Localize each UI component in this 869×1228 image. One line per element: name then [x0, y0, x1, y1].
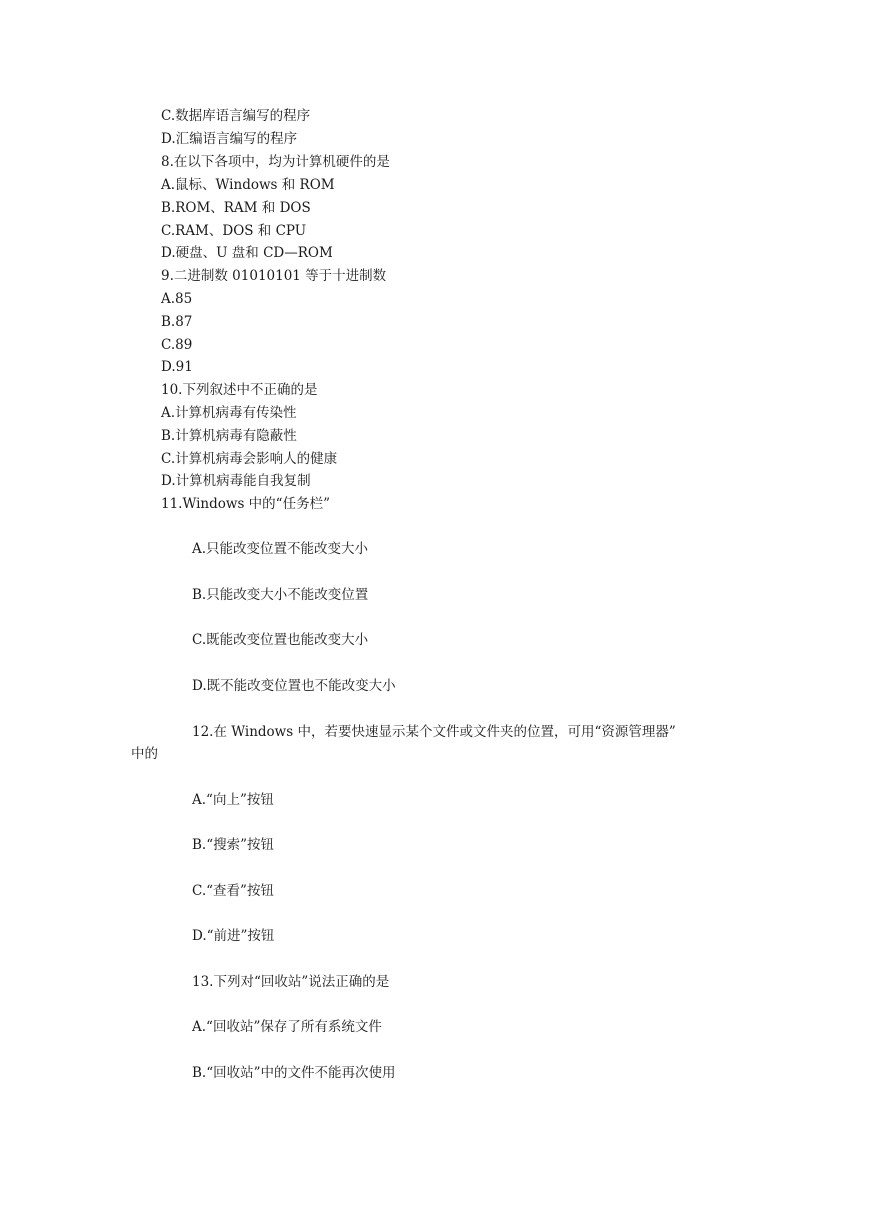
q11-question: 11.Windows 中的“任务栏” [161, 496, 330, 512]
q7-option-d: D.汇编语言编写的程序 [161, 131, 298, 147]
q10-option-a: A.计算机病毒有传染性 [161, 405, 297, 421]
q12-question-line1: 12.在 Windows 中，若要快速显示某个文件或文件夹的位置，可用“资源管理器” [192, 724, 676, 740]
q8-option-b: B.ROM、RAM 和 DOS [161, 200, 311, 216]
q8-question: 8.在以下各项中，均为计算机硬件的是 [161, 154, 390, 170]
q8-option-d: D.硬盘、U 盘和 CD—ROM [161, 245, 333, 261]
q11-option-b: B.只能改变大小不能改变位置 [192, 587, 369, 603]
q9-option-c: C.89 [161, 337, 193, 353]
q10-option-b: B.计算机病毒有隐蔽性 [161, 428, 297, 444]
q10-question: 10.下列叙述中不正确的是 [161, 382, 318, 398]
q11-option-d: D.既不能改变位置也不能改变大小 [192, 678, 396, 694]
q13-question: 13.下列对“回收站”说法正确的是 [192, 974, 390, 990]
q8-option-c: C.RAM、DOS 和 CPU [161, 223, 307, 239]
q12-option-d: D.“前进”按钮 [192, 928, 275, 944]
q13-option-a: A.“回收站”保存了所有系统文件 [192, 1019, 382, 1035]
q12-option-b: B.“搜索”按钮 [192, 837, 275, 853]
q7-option-c: C.数据库语言编写的程序 [161, 108, 311, 124]
q8-option-a: A.鼠标、Windows 和 ROM [161, 177, 335, 193]
q12-option-a: A.“向上”按钮 [192, 792, 274, 808]
q12-option-c: C.“查看”按钮 [192, 883, 274, 899]
q12-question-line2: 中的 [131, 746, 158, 762]
q11-option-a: A.只能改变位置不能改变大小 [192, 541, 369, 557]
q10-option-c: C.计算机病毒会影响人的健康 [161, 451, 338, 467]
q13-option-b: B.“回收站”中的文件不能再次使用 [192, 1065, 396, 1081]
q10-option-d: D.计算机病毒能自我复制 [161, 473, 311, 489]
q11-option-c: C.既能改变位置也能改变大小 [192, 632, 369, 648]
q9-question: 9.二进制数 01010101 等于十进制数 [161, 268, 387, 284]
q9-option-d: D.91 [161, 359, 193, 375]
q9-option-b: B.87 [161, 314, 193, 330]
q9-option-a: A.85 [161, 291, 193, 307]
